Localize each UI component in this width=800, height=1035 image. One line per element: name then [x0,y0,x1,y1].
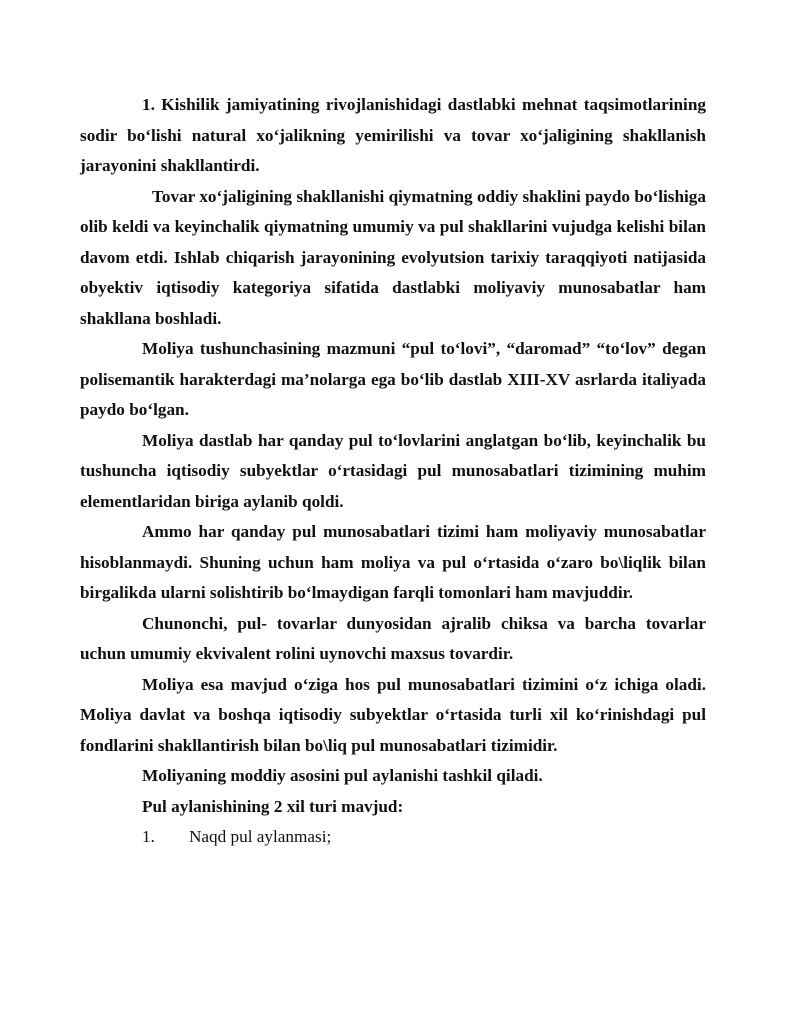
paragraph-2: Tovar xo‘jaligining shakllanishi qiymatning oddiy shaklini paydo bo‘lishiga olib keldi va keyinchalik qiymatning umumiy va pul shakllarini vujudga kelishi bilan davom etdi. Ishlab chiqarish jarayonining evolyutsion tarixiy taraqqiyoti natijasida obyektiv iqtisodiy kategoriya sifatida dastlabki moliyaviy munosabatlar ham shakllana boshladi. [80,186,706,328]
paragraph-6: Chunonchi, pul- tovarlar dunyosidan ajralib chiksa va barcha tovarlar uchun umumiy ekvivalent rolini uynovchi maxsus tovardir. [80,613,706,663]
list-item [80,822,706,853]
paragraph-8: Moliyaning moddiy asosini pul aylanishi tashkil qiladi. [142,766,543,785]
paragraph-3: Moliya tushunchasining mazmuni “pul to‘lovi”, “daromad” “to‘lov” degan polisemantik harakterdagi ma’nolarga ega bo‘lib dastlab XIII-XV asrlarda italiyada paydo bo‘lgan. [80,339,706,419]
list-item-number: 1. [142,827,155,846]
paragraph-1: 1. Kishilik jamiyatining rivojlanishidagi dastlabki mehnat taqsimotlarining sodir bo‘lishi natural xo‘jalikning yemirilishi va tovar xo‘jaligining shakllanish jarayonini shakllantirdi. [80,95,706,175]
paragraph-5: Ammo har qanday pul munosabatlari tizimi ham moliyaviy munosabatlar hisoblanmaydi. Shuning uchun ham moliya va pul o‘rtasida o‘zaro bo\liqlik bilan birgalikda ularni solishtirib bo‘lmaydigan farqli tomonlari ham mavjuddir. [80,522,706,602]
paragraph-4: Moliya dastlab har qanday pul to‘lovlarini anglatgan bo‘lib, keyinchalik bu tushuncha iqtisodiy subyektlar o‘rtasidagi pul munosabatlari tizimining muhim elementlaridan biriga aylanib qoldi. [80,430,706,511]
document-page [80,90,706,853]
paragraph-7: Moliya esa mavjud o‘ziga hos pul munosabatlari tizimini o‘z ichiga oladi. Moliya davlat va boshqa iqtisodiy subyektlar o‘rtasida turli xil ko‘rinishdagi pul fondlarini shakllantirish bilan bo\liq pul munosabatlari tizimidir. [80,674,706,755]
list-item-text: Naqd pul aylanmasi; [189,827,332,846]
paragraph-9: Pul aylanishining 2 xil turi mavjud: [142,796,404,816]
